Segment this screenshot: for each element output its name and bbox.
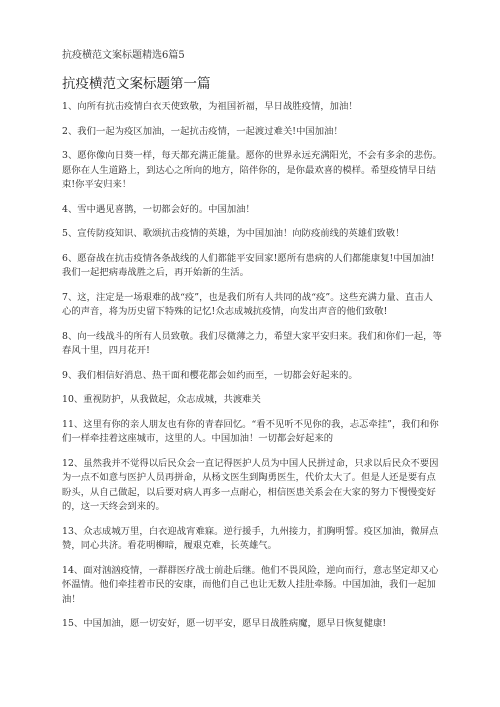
slogan-list	[62, 100, 442, 642]
slogan-item-5: 5、宣传防疫知识、歌颂抗击疫情的英雄，为中国加油！向防疫前线的英雄们致敬！	[62, 228, 405, 239]
slogan-item-1: 1、向所有抗击疫情白衣天使致敬，为祖国祈福，早日战胜疫情，加油！	[62, 101, 358, 112]
slogan-item-9: 9、我们相信好消息、热干面和樱花都会如约而至，一切都会好起来的。	[62, 369, 358, 381]
document-title: 抗疫横范文案标题精选6篇5	[62, 50, 185, 61]
slogan-item-8: 8、向一线战斗的所有人员致敬。我们尽微薄之力，希望大家平安归来。我们和你们一起，等春风十里，四月花开!	[62, 330, 442, 356]
slogan-item-13: 13、众志成城万里，白衣迎战宵难寐。逆行援手，九州接力，扪胸明誓。疫区加油，微屏点赞，同心共济。看花明柳暗，履艰克难，长英雄气。	[62, 525, 439, 551]
slogan-item-4: 4、雪中遇见喜鹊，一切都会好的。中国加油！	[62, 203, 255, 215]
slogan-item-12: 12、虽然我并不觉得以后民众会一直记得医护人员为中国人民拼过命，只求以后民众不要因为一点不如意与医护人员再拼命，从杨文医生到陶勇医生，代价太大了。但是人还是要有点盼头，从自己做起，以后要对病人再多一点耐心，相信医患关系会在大家的努力下慢慢变好的，这一天终会到来的。	[62, 457, 439, 512]
slogan-item-14: 14、面对汹汹疫情，一群群医疗战士前赴后继。他们不畏风险，逆向而行，意志坚定却又心怀温情。他们牵挂着市民的安康，而他们自己也让无数人挂肚牵肠。中国加油，我们一起加油！	[62, 564, 439, 605]
section-heading: 抗疫横范文案标题第一篇	[62, 76, 211, 92]
slogan-item-7: 7、这，注定是一场艰难的战“疫”，也是我们所有人共同的战“疫”。这些充满力量、直击人心的声音，将为历史留下特殊的记忆!众志成城抗疫情，向发出声音的他们致敬!	[62, 291, 434, 317]
slogan-item-6: 6、愿奋战在抗击疫情各条战线的人们都能平安回家!愿所有患病的人们都能康复!中国加油!我们一起把病毒战胜之后，再开始新的生活。	[62, 252, 435, 278]
slogan-item-10: 10、重视防护，从我做起，众志成城，共渡难关	[62, 394, 261, 405]
slogan-item-3: 3、愿你像向日葵一样，每天都充满正能量。愿你的世界永远充满阳光，不会有多余的悲伤。愿你在人生道路上，到达心之所向的地方，陪伴你的，是你最欢喜的模样。希望疫情早日结束!你平安归来！	[62, 150, 442, 190]
slogan-item-2: 2、我们一起为疫区加油，一起抗击疫情，一起渡过难关!中国加油！	[62, 125, 343, 137]
slogan-item-11: 11、这里有你的亲人朋友也有你的青春回忆。“看不见听不见你的我，忐忑牵挂”，我们和你们一样牵挂着这座城市，这里的人。中国加油！一切都会好起来的	[62, 418, 439, 444]
slogan-item-15: 15、中国加油，愿一切安好，愿一切平安，愿早日战胜病魔，愿早日恢复健康!	[62, 618, 387, 629]
